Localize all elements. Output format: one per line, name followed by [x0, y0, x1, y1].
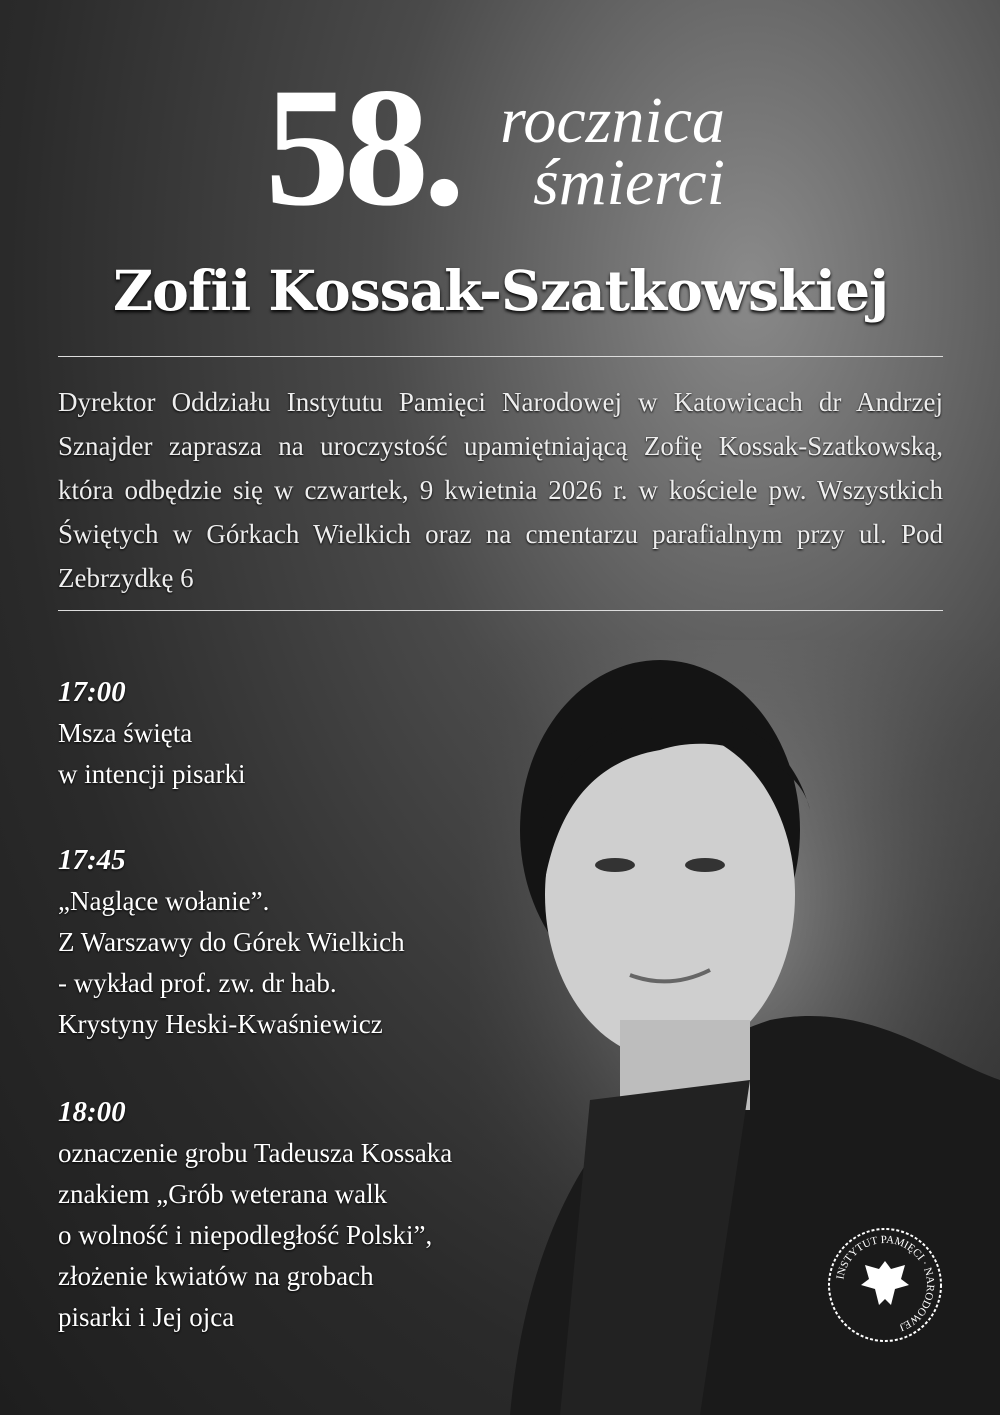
event-time: 17:00 [58, 676, 126, 708]
svg-text:INSTYTUT PAMIĘCI · NARODOWEJ: INSTYTUT PAMIĘCI · NARODOWEJ [834, 1233, 937, 1334]
event-2 [58, 840, 538, 1045]
anniversary-number: 58. [265, 53, 460, 241]
subtitle-line2: śmierci [533, 146, 725, 219]
event-line: „Naglące wołanie”. [58, 886, 270, 916]
event-1 [58, 672, 538, 795]
event-line: Krystyny Heski-Kwaśniewicz [58, 1009, 383, 1039]
eagle-icon [861, 1261, 909, 1305]
event-line: Z Warszawy do Górek Wielkich [58, 927, 405, 957]
honoree-name: Zofii Kossak-Szatkowskiej [113, 258, 888, 323]
event-line: w intencji pisarki [58, 759, 246, 789]
invitation-text: Dyrektor Oddziału Instytutu Pamięci Narodowej w Katowicach dr Andrzej Sznajder zaprasza na uroczystość upamiętniającą Zofię Kossak-Szatkowską, która odbędzie się w czwartek, 9 kwietnia 2026 r. w kościele pw. Wszystkich Świętych w Górkach Wielkich oraz na cmentarzu parafialnym przy ul. Pod Zebrzydkę 6 [58, 387, 943, 593]
subtitle-line1: rocznica [500, 84, 725, 157]
event-line: złożenie kwiatów na grobach [58, 1261, 374, 1291]
event-time: 18:00 [58, 1096, 126, 1128]
divider-top [58, 356, 943, 357]
event-line: o wolność i niepodległość Polski”, [58, 1220, 433, 1250]
event-line: pisarki i Jej ojca [58, 1302, 235, 1332]
ipn-logo-seal [826, 1226, 944, 1344]
event-line: - wykład prof. zw. dr hab. [58, 968, 337, 998]
divider-bottom [58, 610, 943, 611]
event-line: oznaczenie grobu Tadeusza Kossaka [58, 1138, 453, 1168]
event-time: 17:45 [58, 844, 126, 876]
event-line: Msza święta [58, 718, 193, 748]
event-line: znakiem „Grób weterana walk [58, 1179, 388, 1209]
event-3 [58, 1092, 538, 1338]
